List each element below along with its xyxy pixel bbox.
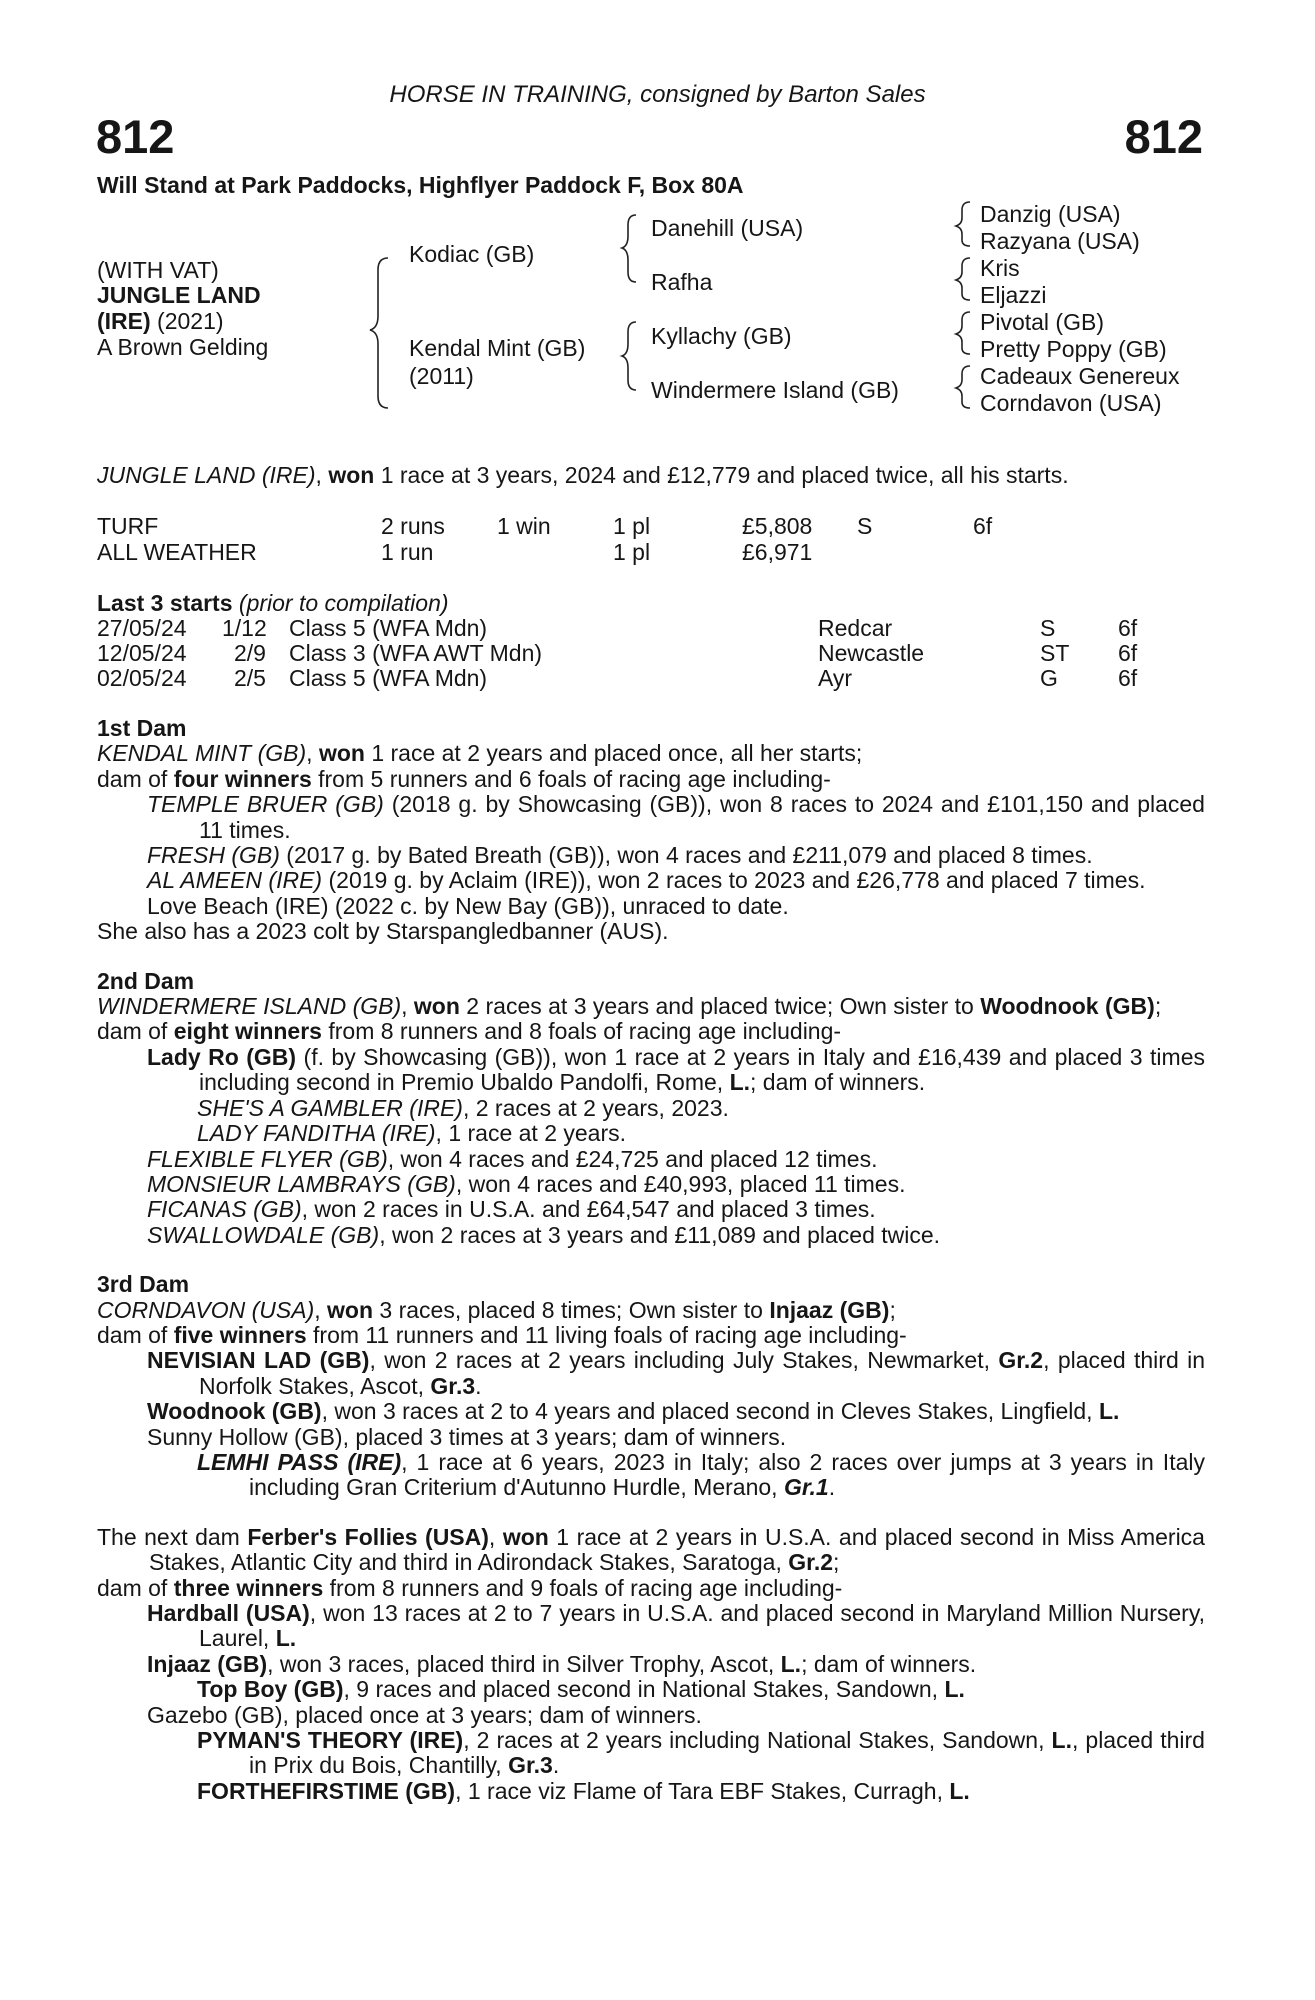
- grand-progeny-entry: LEMHI PASS (IRE), 1 race at 6 years, 2023 in Italy; also 2 races over jumps at 3 years in Italy including Gran Criterium d'Autunno Hurdle, Merano, Gr.1.: [197, 1448, 1205, 1501]
- dam-produce-line: dam of five winners from 11 runners and 11 living foals of racing age including-: [97, 1321, 907, 1348]
- start-going: ST: [1040, 640, 1070, 666]
- dam-year: (2011): [409, 363, 474, 389]
- second-dam-section: [97, 969, 1205, 1248]
- dam-produce-line: dam of four winners from 5 runners and 6 foals of racing age including-: [97, 765, 831, 792]
- stat-runs: 1 run: [381, 539, 434, 565]
- grand-progeny-entry: LADY FANDITHA (IRE), 1 race at 2 years.: [197, 1120, 627, 1147]
- start-date: 12/05/24: [97, 640, 187, 666]
- grand-progeny-entry: Top Boy (GB), 9 races and placed second in National Stakes, Sandown, L.: [197, 1676, 965, 1703]
- stat-surface: ALL WEATHER: [97, 539, 257, 565]
- vat-note: (WITH VAT): [97, 257, 219, 283]
- last-starts-heading: Last 3 starts (prior to compilation): [97, 590, 449, 616]
- horse-name: JUNGLE LAND: [97, 282, 261, 308]
- start-course: Newcastle: [818, 640, 925, 666]
- great-grandparent-7: Cadeaux Genereux: [980, 363, 1180, 389]
- third-dam-section: [97, 1272, 1205, 1501]
- section-heading: 1st Dam: [97, 715, 187, 741]
- horse-origin-year: (IRE) (2021): [97, 308, 224, 334]
- stat-wins: 1 win: [497, 513, 551, 539]
- start-course: Redcar: [818, 615, 893, 641]
- stabling-location: Will Stand at Park Paddocks, Highflyer Paddock F, Box 80A: [97, 172, 744, 198]
- start-race: Class 5 (WFA Mdn): [289, 615, 488, 641]
- start-date: 27/05/24: [97, 615, 187, 641]
- produce-record: [97, 716, 1205, 1804]
- progeny-entry: Injaaz (GB), won 3 races, placed third in Silver Trophy, Ascot, L.; dam of winners.: [147, 1650, 977, 1677]
- dam-record-line: KENDAL MINT (GB), won 1 race at 2 years and placed once, all her starts;: [97, 740, 863, 767]
- next-dam-section: [97, 1525, 1205, 1804]
- grand-progeny-entry: PYMAN'S THEORY (IRE), 2 races at 2 years including National Stakes, Sandown, L., placed third in Prix du Bois, Chantilly, Gr.3.: [197, 1727, 1205, 1779]
- progeny-entry: FICANAS (GB), won 2 races in U.S.A. and £64,547 and placed 3 times.: [147, 1196, 876, 1223]
- horse-description: A Brown Gelding: [97, 334, 269, 360]
- great-grandparent-4: Eljazzi: [980, 282, 1047, 308]
- start-distance: 6f: [1118, 665, 1138, 691]
- catalogue-subtitle: HORSE IN TRAINING, consigned by Barton Sales: [389, 81, 926, 108]
- sire-dam-name: Rafha: [651, 269, 713, 295]
- great-grandparent-6: Pretty Poppy (GB): [980, 336, 1167, 362]
- start-position: 2/5: [234, 665, 266, 691]
- great-grandparent-5: Pivotal (GB): [980, 309, 1104, 335]
- dam-record-line: CORNDAVON (USA), won 3 races, placed 8 times; Own sister to Injaaz (GB);: [97, 1296, 896, 1323]
- stat-distance: 6f: [973, 513, 993, 539]
- sire-name: Kodiac (GB): [409, 241, 535, 267]
- dam-record-line: The next dam Ferber's Follies (USA), won 1 race at 2 years in U.S.A. and placed second in Miss America Stakes, Atlantic City and third in Adirondack Stakes, Saratoga, Gr.2;: [97, 1523, 1205, 1576]
- start-distance: 6f: [1118, 640, 1138, 666]
- progeny-entry: NEVISIAN LAD (GB), won 2 races at 2 years including July Stakes, Newmarket, Gr.2, placed third in Norfolk Stakes, Ascot, Gr.3.: [147, 1347, 1206, 1399]
- stat-placed: 1 pl: [613, 513, 651, 539]
- progeny-entry: Love Beach (IRE) (2022 c. by New Bay (GB)), unraced to date.: [147, 892, 789, 919]
- progeny-entry: FLEXIBLE FLYER (GB), won 4 races and £24,725 and placed 12 times.: [147, 1145, 878, 1172]
- stat-earnings: £6,971: [742, 539, 813, 565]
- start-race: Class 5 (WFA Mdn): [289, 665, 488, 691]
- dam-record-line: WINDERMERE ISLAND (GB), won 2 races at 3 years and placed twice; Own sister to Woodnook (GB);: [97, 993, 1162, 1020]
- progeny-entry: AL AMEEN (IRE) (2019 g. by Aclaim (IRE)), won 2 races to 2023 and £26,778 and placed 7 times.: [147, 867, 1146, 894]
- dam-produce-line: dam of eight winners from 8 runners and 8 foals of racing age including-: [97, 1018, 842, 1045]
- great-grandparent-1: Danzig (USA): [980, 201, 1121, 227]
- race-summary: JUNGLE LAND (IRE), won 1 race at 3 years, 2024 and £12,779 and placed twice, all his starts.: [97, 462, 1069, 488]
- progeny-entry: SWALLOWDALE (GB), won 2 races at 3 years and £11,089 and placed twice.: [147, 1221, 941, 1248]
- progeny-entry: Lady Ro (GB) (f. by Showcasing (GB)), won 1 race at 2 years in Italy and £16,439 and placed 3 times including second in Premio Ubaldo Pandolfi, Rome, L.; dam of winners.: [147, 1043, 1205, 1096]
- start-distance: 6f: [1118, 615, 1138, 641]
- lot-number-right: 812: [1124, 110, 1203, 163]
- start-going: G: [1040, 665, 1058, 691]
- progeny-entry: MONSIEUR LAMBRAYS (GB), won 4 races and £40,993, placed 11 times.: [147, 1170, 906, 1197]
- stat-surface: TURF: [97, 513, 159, 539]
- section-heading: 3rd Dam: [97, 1271, 190, 1298]
- first-dam-section: [97, 716, 1205, 945]
- progeny-entry: TEMPLE BRUER (GB) (2018 g. by Showcasing (GB)), won 8 races to 2024 and £101,150 and placed 11 times.: [147, 791, 1205, 843]
- start-date: 02/05/24: [97, 665, 187, 691]
- dam-note: She also has a 2023 colt by Starspangledbanner (AUS).: [97, 918, 669, 945]
- start-going: S: [1040, 615, 1056, 641]
- progeny-entry: Gazebo (GB), placed once at 3 years; dam of winners.: [147, 1701, 702, 1728]
- dam-name: Kendal Mint (GB): [409, 335, 586, 361]
- grand-progeny-entry: SHE'S A GAMBLER (IRE), 2 races at 2 years, 2023.: [197, 1094, 729, 1121]
- start-position: 1/12: [222, 615, 267, 641]
- great-grandparent-2: Razyana (USA): [980, 228, 1140, 254]
- great-grandparent-8: Corndavon (USA): [980, 390, 1162, 416]
- section-heading: 2nd Dam: [97, 967, 195, 994]
- start-position: 2/9: [234, 640, 266, 666]
- grand-progeny-entry: FORTHEFIRSTIME (GB), 1 race viz Flame of Tara EBF Stakes, Curragh, L.: [197, 1777, 970, 1804]
- dam-sire-name: Kyllachy (GB): [651, 323, 792, 349]
- great-grandparent-3: Kris: [980, 255, 1020, 281]
- start-race: Class 3 (WFA AWT Mdn): [289, 640, 543, 666]
- stat-going: S: [857, 513, 873, 539]
- stat-runs: 2 runs: [381, 513, 445, 539]
- progeny-entry: Hardball (USA), won 13 races at 2 to 7 years in U.S.A. and placed second in Maryland Million Nursery, Laurel, L.: [147, 1600, 1206, 1652]
- stat-earnings: £5,808: [742, 513, 813, 539]
- start-course: Ayr: [818, 665, 853, 691]
- progeny-entry: Woodnook (GB), won 3 races at 2 to 4 years and placed second in Cleves Stakes, Lingfield, L.: [147, 1398, 1120, 1425]
- progeny-entry: FRESH (GB) (2017 g. by Bated Breath (GB)), won 4 races and £211,079 and placed 8 times.: [147, 842, 1093, 869]
- progeny-entry: Sunny Hollow (GB), placed 3 times at 3 years; dam of winners.: [147, 1423, 787, 1450]
- dam-dam-name: Windermere Island (GB): [651, 377, 899, 403]
- stat-placed: 1 pl: [613, 539, 651, 565]
- dam-produce-line: dam of three winners from 8 runners and 9 foals of racing age including-: [97, 1574, 843, 1601]
- lot-number-left: 812: [96, 110, 175, 163]
- sire-sire-name: Danehill (USA): [651, 215, 804, 241]
